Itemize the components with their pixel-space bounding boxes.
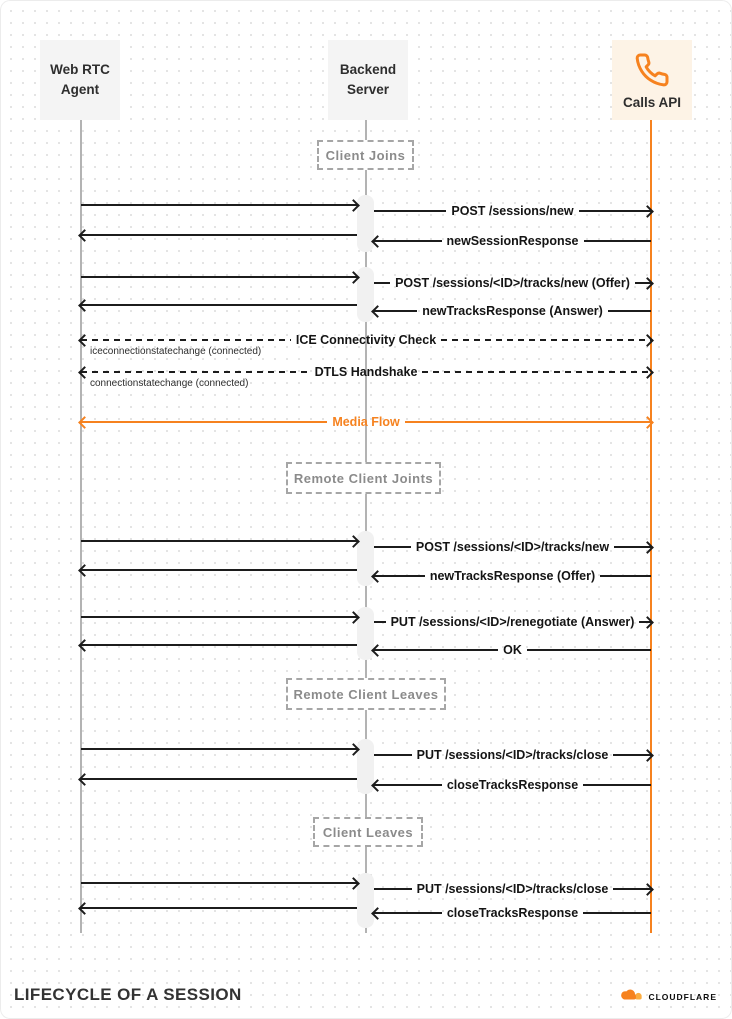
connection-state-note: connectionstatechange (connected) [90, 378, 249, 389]
arrow-put-tracks-close [374, 881, 651, 897]
actor-calls-api [612, 40, 692, 120]
message-label: newTracksResponse (Offer) [429, 569, 596, 583]
section-client-joins-label: Client Joins [325, 147, 406, 163]
arrow-put-renegotiate-answer [374, 614, 651, 630]
arrow-backend-to-agent [81, 637, 357, 653]
arrow-ok-response [374, 642, 651, 658]
arrow-backend-to-agent [81, 771, 357, 787]
arrow-new-tracks-response-answer [374, 303, 651, 319]
cloudflare-wordmark: CLOUDFLARE [648, 992, 717, 1002]
message-label: newSessionResponse [446, 234, 579, 248]
arrow-agent-to-backend [81, 269, 357, 285]
arrow-media-flow [81, 414, 651, 430]
section-remote-client-joins [286, 462, 441, 494]
arrow-close-tracks-response [374, 905, 651, 921]
actor-webrtc-agent-label-line1: Web RTC [50, 61, 110, 77]
activation-bar [357, 267, 374, 322]
activation-bar [357, 873, 374, 928]
arrow-backend-to-agent [81, 297, 357, 313]
section-client-leaves [313, 817, 423, 847]
message-label: newTracksResponse (Answer) [422, 304, 603, 318]
arrow-agent-to-backend [81, 741, 357, 757]
arrow-agent-to-backend [81, 533, 357, 549]
actor-calls-api-label: Calls API [622, 95, 682, 110]
message-label: POST /sessions/<ID>/tracks/new (Offer) [395, 276, 630, 290]
actor-webrtc-agent [40, 40, 120, 120]
message-label: PUT /sessions/<ID>/renegotiate (Answer) [390, 615, 635, 629]
message-label: POST /sessions/<ID>/tracks/new [415, 540, 610, 554]
cloudflare-logo [617, 987, 717, 1007]
arrow-close-tracks-response [374, 777, 651, 793]
message-label: Media Flow [332, 415, 400, 429]
arrow-post-sessions-new [374, 203, 651, 219]
message-label: PUT /sessions/<ID>/tracks/close [416, 748, 609, 762]
phone-icon [634, 49, 670, 91]
message-label: PUT /sessions/<ID>/tracks/close [416, 882, 609, 896]
actor-backend-server [328, 40, 408, 120]
arrow-new-session-response [374, 233, 651, 249]
message-label: closeTracksResponse [446, 906, 579, 920]
message-label: closeTracksResponse [446, 778, 579, 792]
actor-webrtc-agent-label-line2: Agent [60, 82, 100, 97]
arrow-backend-to-agent [81, 227, 357, 243]
message-label: ICE Connectivity Check [295, 333, 437, 347]
actor-backend-server-label-line2: Server [346, 82, 390, 97]
section-client-joins [317, 140, 414, 170]
message-label: OK [503, 643, 522, 657]
section-remote-client-leaves [286, 678, 446, 710]
arrow-backend-to-agent [81, 900, 357, 916]
ice-state-note: iceconnectionstatechange (connected) [90, 346, 262, 357]
arrow-post-tracks-new-offer [374, 275, 651, 291]
section-remote-client-leaves-label: Remote Client Leaves [293, 686, 439, 702]
section-remote-client-joins-label: Remote Client Joints [293, 470, 434, 486]
message-label: POST /sessions/new [451, 204, 574, 218]
arrow-post-tracks-new [374, 539, 651, 555]
arrow-new-tracks-response-offer [374, 568, 651, 584]
message-label: DTLS Handshake [314, 365, 418, 379]
arrow-agent-to-backend [81, 197, 357, 213]
arrow-backend-to-agent [81, 562, 357, 578]
arrow-put-tracks-close [374, 747, 651, 763]
cloudflare-cloud-icon [617, 987, 645, 1007]
activation-bar [357, 607, 374, 660]
section-client-leaves-label: Client Leaves [322, 824, 414, 840]
actor-backend-server-label-line1: Backend [339, 61, 397, 77]
arrow-agent-to-backend [81, 609, 357, 625]
arrow-agent-to-backend [81, 875, 357, 891]
page-title: LIFECYCLE OF A SESSION [14, 985, 242, 1004]
activation-bar [357, 195, 374, 252]
